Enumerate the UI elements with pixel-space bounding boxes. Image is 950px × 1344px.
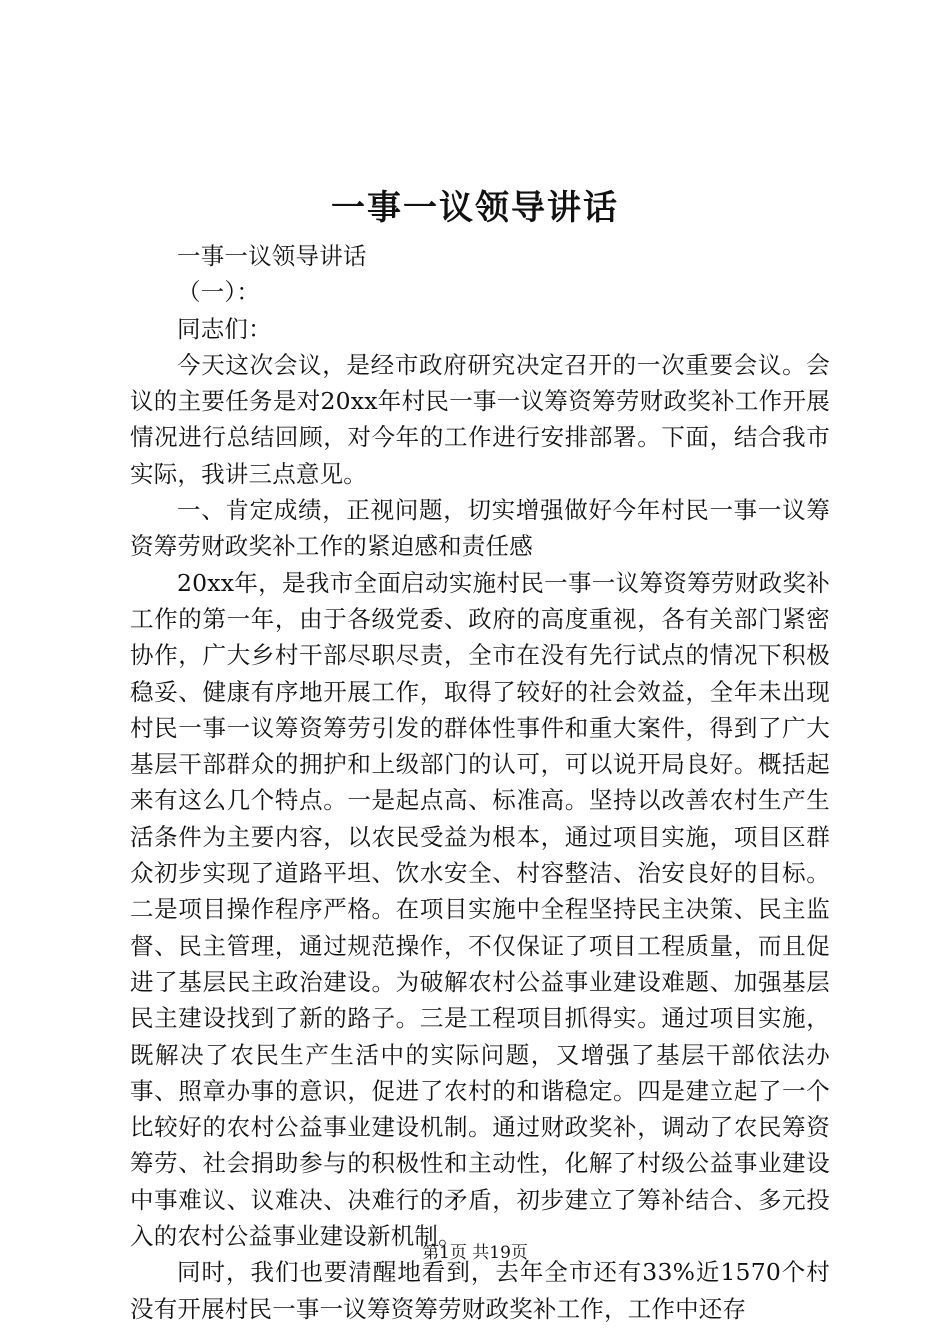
paragraph-salutation: 同志们：	[177, 314, 272, 343]
page-number-footer: 第1页 共19页	[422, 1243, 528, 1263]
paragraph-heading-one: 一、肯定成绩，正视问题，切实增强做好今年村民一事一议筹资筹劳财政奖补工作的紧迫感和责任感	[130, 496, 830, 561]
document-title: 一事一议领导讲话	[331, 188, 619, 228]
paragraph-opening: 今天这次会议，是经市政府研究决定召开的一次重要会议。会议的主要任务是对20xx年村民一事一议筹资筹劳财政奖补工作开展情况进行总结回顾，对今年的工作进行安排部署。下面，结合我市实际，我讲三点意见。	[130, 350, 830, 488]
paragraph-problems: 同时，我们也要清醒地看到，去年全市还有33%近1570个村没有开展村民一事一议筹资筹劳财政奖补工作，工作中还存	[130, 1258, 830, 1323]
paragraph-subtitle: 一事一议领导讲话	[177, 242, 367, 270]
document-body	[130, 238, 830, 1327]
paragraph-achievements: 20xx年，是我市全面启动实施村民一事一议筹资筹劳财政奖补工作的第一年，由于各级党委、政府的高度重视，各有关部门紧密协作，广大乡村干部尽职尽责，全市在没有先行试点的情况下积极稳妥、健康有序地开展工作，取得了较好的社会效益，全年未出现村民一事一议筹资筹劳引发的群体性事件和重大案件，得到了广大基层干部群众的拥护和上级部门的认可，可以说开局良好。概括起来有这么几个特点。一是起点高、标准高。坚持以改善农村生产生活条件为主要内容，以农民受益为根本，通过项目实施，项目区群众初步实现了道路平坦、饮水安全、村容整洁、治安良好的目标。二是项目操作程序严格。在项目实施中全程坚持民主决策、民主监督、民主管理，通过规范操作，不仅保证了项目工程质量，而且促进了基层民主政治建设。为破解农村公益事业建设难题、加强基层民主建设找到了新的路子。三是工程项目抓得实。通过项目实施，既解决了农民生产生活中的实际问题，又增强了基层干部依法办事、照章办事的意识，促进了农村的和谐稳定。四是建立起了一个比较好的农村公益事业建设机制。通过财政奖补，调动了农民筹资筹劳、社会捐助参与的积极性和主动性，化解了村级公益事业建设中事难议、议难决、决难行的矛盾，初步建立了筹补结合、多元投入的农村公益事业建设新机制。	[130, 568, 830, 1251]
paragraph-section-number: （一）：	[177, 278, 261, 307]
